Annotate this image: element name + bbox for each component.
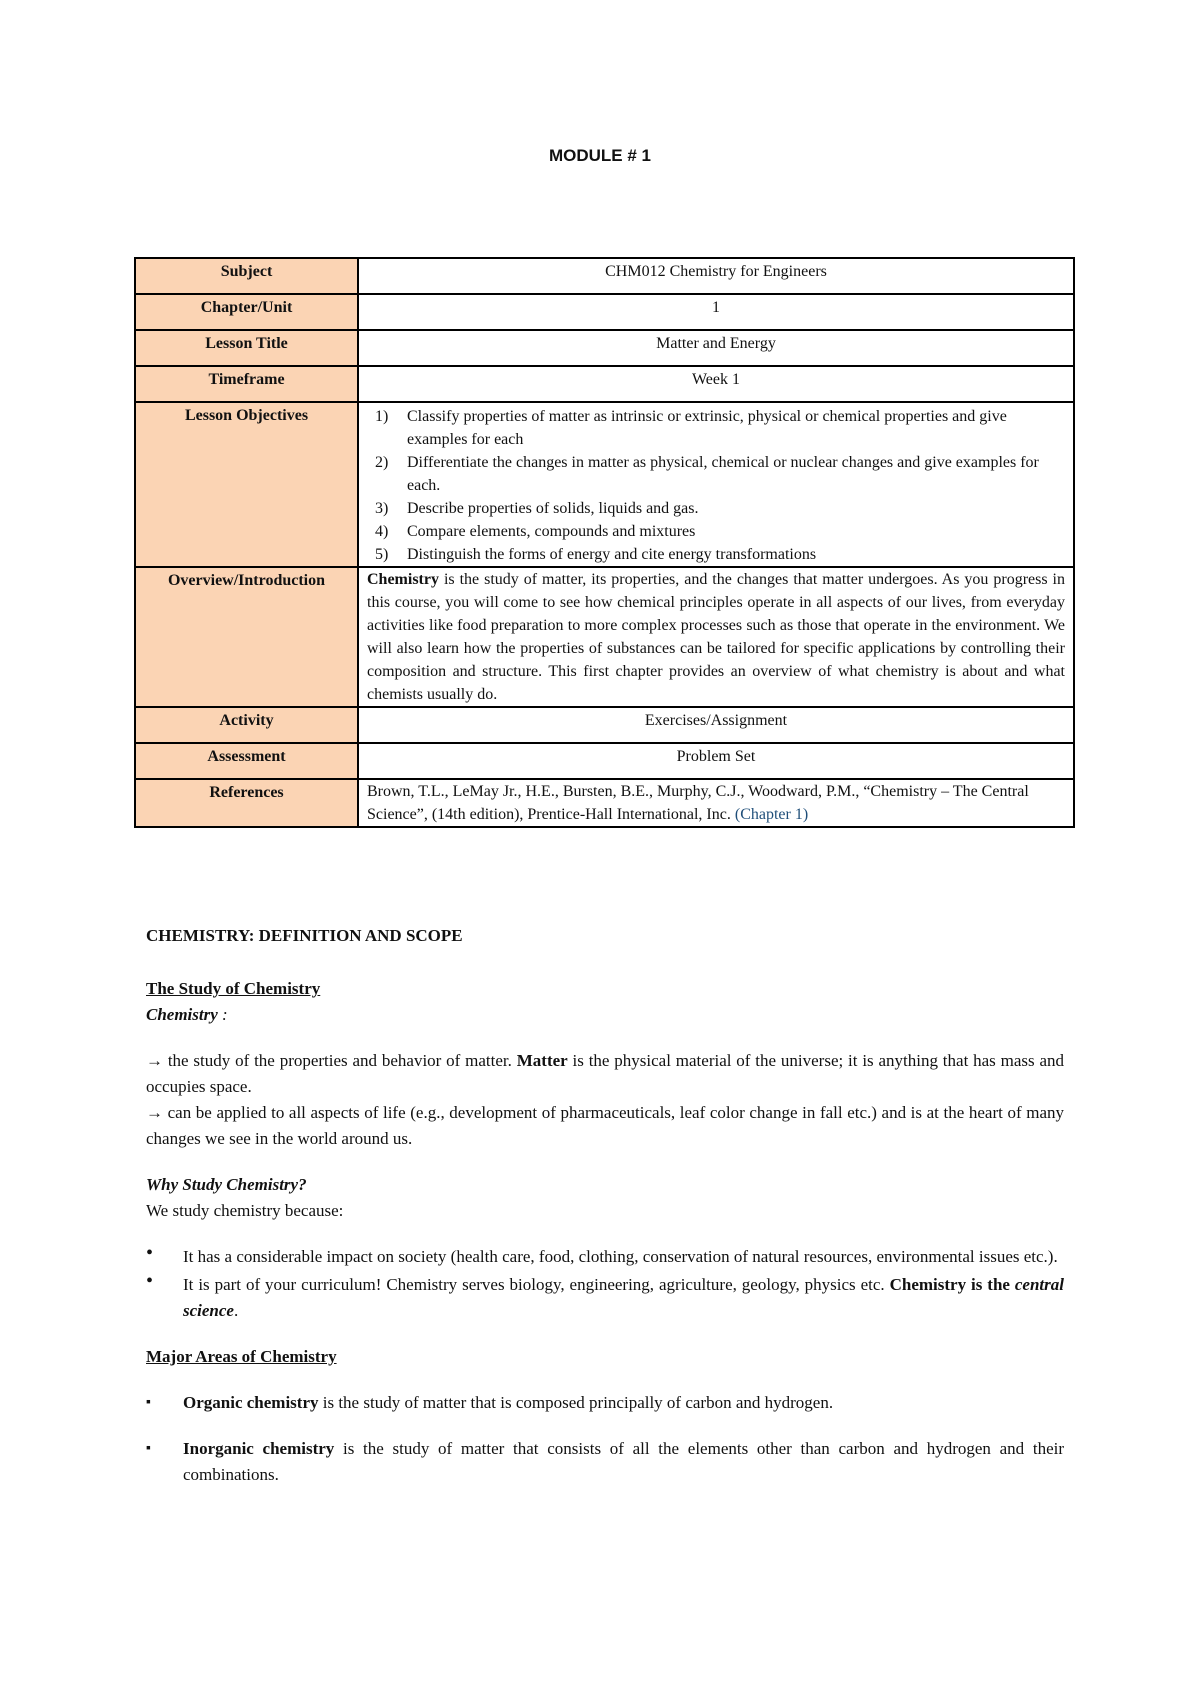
study-section [146, 976, 1064, 1488]
definition-text: is the physical material of the universe; it is anything that has mass and occupies space. [146, 1051, 1064, 1096]
chemistry-term-line [146, 1002, 1064, 1028]
table-row [135, 567, 1074, 707]
table-row [135, 707, 1074, 743]
objective-item: Classify properties of matter as intrinsic or extrinsic, physical or chemical properties and give examples for each [407, 408, 1007, 448]
lesson-title-label: Lesson Title [135, 330, 358, 366]
list-item [146, 1272, 1064, 1324]
objectives-label: Lesson Objectives [135, 402, 358, 567]
list-item [146, 1244, 1064, 1270]
table-row [135, 743, 1074, 779]
table-row [135, 366, 1074, 402]
overview-label: Overview/Introduction [135, 567, 358, 707]
objectives-cell [358, 402, 1074, 567]
table-row [135, 330, 1074, 366]
objective-item: Distinguish the forms of energy and cite energy transformations [407, 546, 817, 563]
definition-text: → the study of the properties and behavior of matter. [146, 1051, 517, 1070]
table-row [135, 779, 1074, 827]
bullet-icon: • [146, 1270, 154, 1292]
objective-item: Compare elements, compounds and mixtures [407, 523, 696, 540]
square-bullet-icon: ▪ [146, 1395, 151, 1410]
definition-paragraph-1 [146, 1048, 1064, 1100]
module-title: MODULE # 1 [548, 146, 652, 165]
term-colon: : [217, 1005, 228, 1024]
objective-item: Differentiate the changes in matter as physical, chemical or nuclear changes and give examples for each. [407, 454, 1039, 494]
why-item-text: It is part of your curriculum! Chemistry serves biology, engineering, agriculture, geology, physics etc. [183, 1275, 890, 1294]
square-bullet-icon: ▪ [146, 1441, 151, 1456]
why-item-text: It has a considerable impact on society (health care, food, clothing, conservation of natural resources, environmental issues etc.). [183, 1247, 1058, 1266]
chemistry-term: Chemistry [146, 1005, 218, 1024]
areas-heading: Major Areas of Chemistry [146, 1347, 337, 1366]
inorganic-text: is the study of matter that consists of all the elements other than carbon and hydrogen and their combinations. [183, 1439, 1064, 1484]
why-heading: Why Study Chemistry? [146, 1175, 307, 1194]
overview-text: is the study of matter, its properties, and the changes that matter undergoes. As you progress in this course, you will come to see how chemical principles operate in all aspects of our lives, from everyday activities like food preparation to more complex processes such as those that operate in the environment. We will also learn how the properties of substances can be tailored for specific applications by controlling their composition and structure. This first chapter provides an overview of what chemistry is about and what chemists usually do. [367, 571, 1065, 703]
why-intro: We study chemistry because: [146, 1201, 344, 1220]
period: . [233, 1301, 239, 1320]
overview-term: Chemistry [367, 571, 439, 588]
section-heading: CHEMISTRY: DEFINITION AND SCOPE [146, 926, 463, 945]
matter-term: Matter [516, 1051, 568, 1070]
organic-term: Organic chemistry [183, 1393, 319, 1412]
central-science-term: central science [183, 1275, 1064, 1320]
list-item [146, 1436, 1064, 1488]
subject-label: Subject [135, 258, 358, 294]
definition-paragraph-2: → can be applied to all aspects of life (e.g., development of pharmaceuticals, leaf color change in fall etc.) and is at the heart of many changes we see in the world around us. [146, 1103, 1064, 1148]
references-text: Brown, T.L., LeMay Jr., H.E., Bursten, B.E., Murphy, C.J., Woodward, P.M., “Chemistry – The Central Science”, (14th edition), Prentice-Hall International, Inc. [367, 783, 1029, 823]
lesson-title-value: Matter and Energy [358, 330, 1074, 366]
central-science-bold: Chemistry is the [889, 1275, 1015, 1294]
assessment-label: Assessment [135, 743, 358, 779]
bullet-icon: • [146, 1242, 154, 1264]
references-label: References [135, 779, 358, 827]
organic-text: is the study of matter that is composed principally of carbon and hydrogen. [318, 1393, 834, 1412]
activity-value: Exercises/Assignment [358, 707, 1074, 743]
assessment-value: Problem Set [358, 743, 1074, 779]
table-row [135, 258, 1074, 294]
references-cell [358, 779, 1074, 827]
chapter-value: 1 [358, 294, 1074, 330]
objectives-list [367, 405, 1065, 566]
timeframe-value: Week 1 [358, 366, 1074, 402]
objective-item: Describe properties of solids, liquids and gas. [407, 500, 699, 517]
activity-label: Activity [135, 707, 358, 743]
chapter-label: Chapter/Unit [135, 294, 358, 330]
table-row [135, 402, 1074, 567]
timeframe-label: Timeframe [135, 366, 358, 402]
lesson-info-table [134, 257, 1075, 828]
chapter-link[interactable]: (Chapter 1) [734, 806, 809, 823]
study-heading: The Study of Chemistry [146, 979, 321, 998]
list-item [146, 1390, 1064, 1416]
inorganic-term: Inorganic chemistry [183, 1439, 335, 1458]
overview-cell [358, 567, 1074, 707]
subject-value: CHM012 Chemistry for Engineers [358, 258, 1074, 294]
table-row [135, 294, 1074, 330]
